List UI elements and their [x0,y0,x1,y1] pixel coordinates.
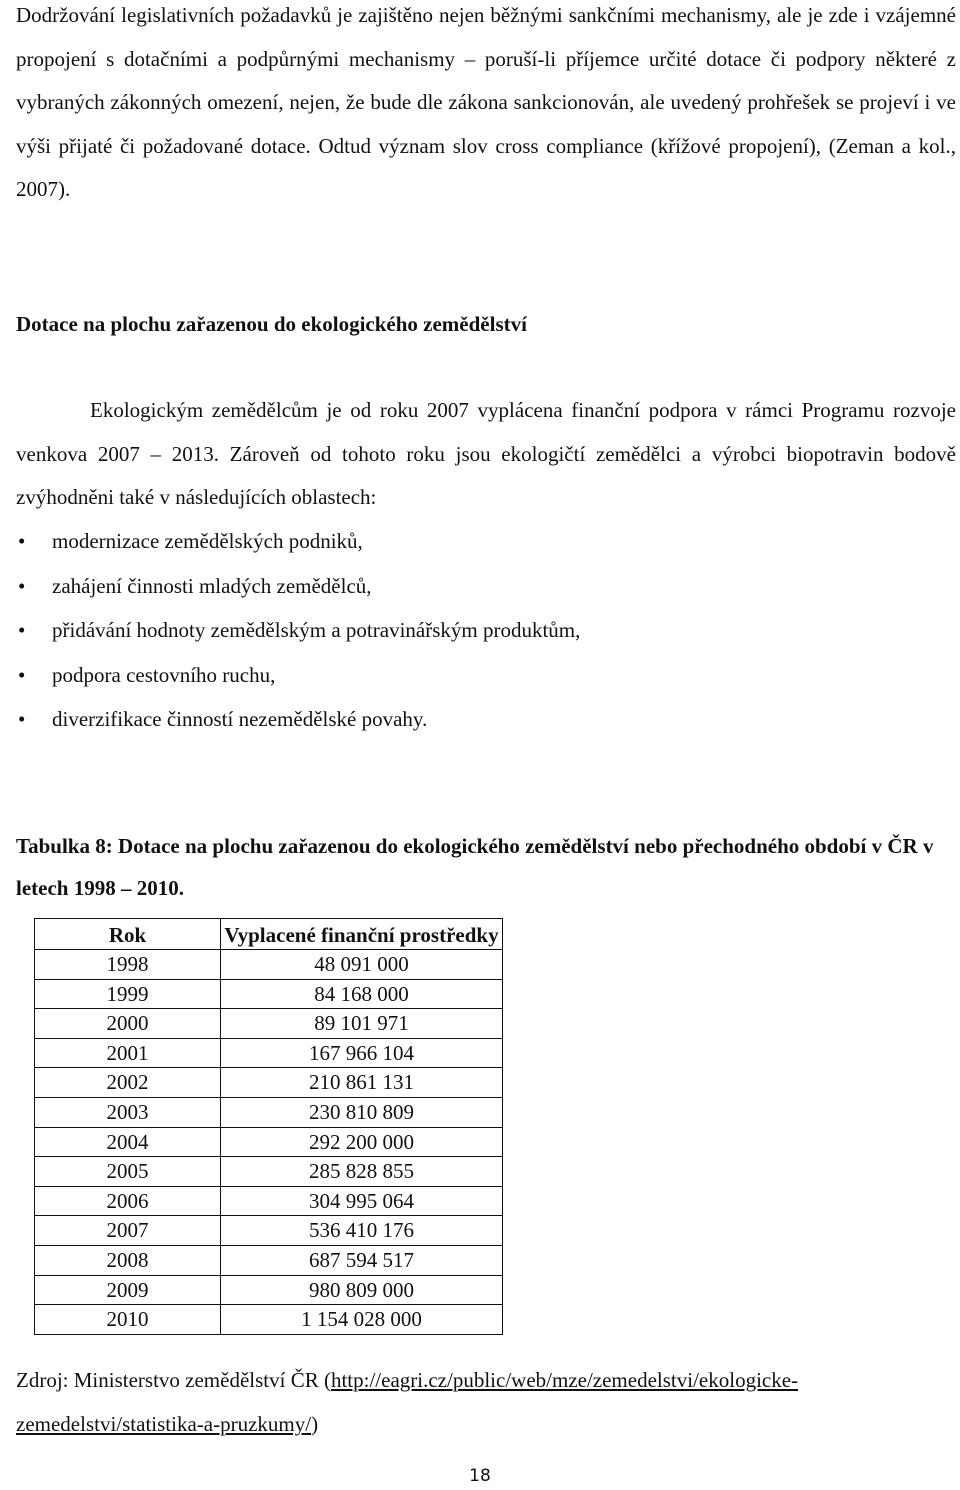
page-number: 18 [469,1466,491,1486]
list-item: • diverzifikace činností nezemědělské povahy. [16,697,956,742]
cell-year: 2009 [35,1275,221,1305]
cell-amount: 285 828 855 [221,1157,503,1187]
cell-year: 2008 [35,1245,221,1275]
cell-amount: 48 091 000 [221,950,503,980]
table-row [35,979,503,1009]
list-item: • modernizace zemědělských podniků, [16,519,956,564]
table-caption: Tabulka 8: Dotace na plochu zařazenou do ekologického zemědělství nebo přechodného období v ČR v letech 1998 – 2010. [16,834,934,900]
table-row [35,1186,503,1216]
subsidy-table [34,918,503,1335]
cell-amount: 230 810 809 [221,1097,503,1127]
cell-amount: 1 154 028 000 [221,1305,503,1335]
table-row [35,1009,503,1039]
cell-year: 1998 [35,950,221,980]
cell-amount: 687 594 517 [221,1245,503,1275]
bullet-icon: • [18,573,26,598]
cell-year: 2010 [35,1305,221,1335]
cell-amount: 210 861 131 [221,1068,503,1098]
table-row [35,1216,503,1246]
list-item: • podpora cestovního ruchu, [16,653,956,698]
source-note [16,1358,956,1446]
cell-amount: 292 200 000 [221,1127,503,1157]
bullet-icon: • [18,662,26,687]
header-amount: Vyplacené finanční prostředky [221,919,503,950]
table-row [35,1305,503,1335]
bullet-icon: • [18,529,26,553]
table-row [35,950,503,980]
list-item: • zahájení činnosti mladých zemědělců, [16,564,956,609]
table-header-row [35,919,503,950]
cell-amount: 980 809 000 [221,1275,503,1305]
source-suffix: ) [311,1412,319,1436]
cell-year: 2003 [35,1097,221,1127]
paragraph-organic-farming: Ekologickým zemědělcům je od roku 2007 vyplácena finanční podpora v rámci Programu rozvoje venkova 2007 – 2013. Zároveň od tohoto roku jsou ekologičtí zemědělci a výrobci biopotravin bodově zvýhodněni také v následujících oblastech: [16,398,956,509]
paragraph-cross-compliance: Dodržování legislativních požadavků je zajištěno nejen běžnými sankčními mechanismy, ale je zde i vzájemné propojení s dotačními a podpůrnými mechanismy – poruší-li příjemce určité dotace či podpory některé z vybraných zákonných omezení, nejen, že bude dle zákona sankcionován, ale uvedený prohřešek se projeví i ve výši přijaté či požadované dotace. Odtud význam slov cross compliance (křížové propojení), (Zeman a kol., 2007). [16,3,956,201]
table-row [35,1097,503,1127]
table-row [35,1127,503,1157]
cell-year: 1999 [35,979,221,1009]
cell-year: 2004 [35,1127,221,1157]
cell-amount: 536 410 176 [221,1216,503,1246]
cell-amount: 304 995 064 [221,1186,503,1216]
bullet-icon: • [18,618,26,642]
table-row [35,1245,503,1275]
table-row [35,1157,503,1187]
cell-year: 2007 [35,1216,221,1246]
bullet-list [16,519,956,742]
cell-amount: 89 101 971 [221,1009,503,1039]
list-item: • přidávání hodnoty zemědělským a potravinářským produktům, [16,608,956,653]
source-prefix: Zdroj: Ministerstvo zemědělství ČR ( [16,1368,331,1392]
cell-year: 2001 [35,1038,221,1068]
cell-year: 2006 [35,1186,221,1216]
table-row [35,1275,503,1305]
cell-amount: 84 168 000 [221,979,503,1009]
cell-year: 2000 [35,1009,221,1039]
cell-year: 2005 [35,1157,221,1187]
cell-amount: 167 966 104 [221,1038,503,1068]
table-row [35,1038,503,1068]
source-link[interactable]: http://eagri.cz/public/web/mze/zemedelstvi/ekologicke-zemedelstvi/statistika-a-pruzkumy/ [16,1368,799,1436]
cell-year: 2002 [35,1068,221,1098]
header-year: Rok [35,919,221,950]
bullet-icon: • [18,707,26,731]
section-heading: Dotace na plochu zařazenou do ekologického zemědělství [16,312,527,336]
table-row [35,1068,503,1098]
